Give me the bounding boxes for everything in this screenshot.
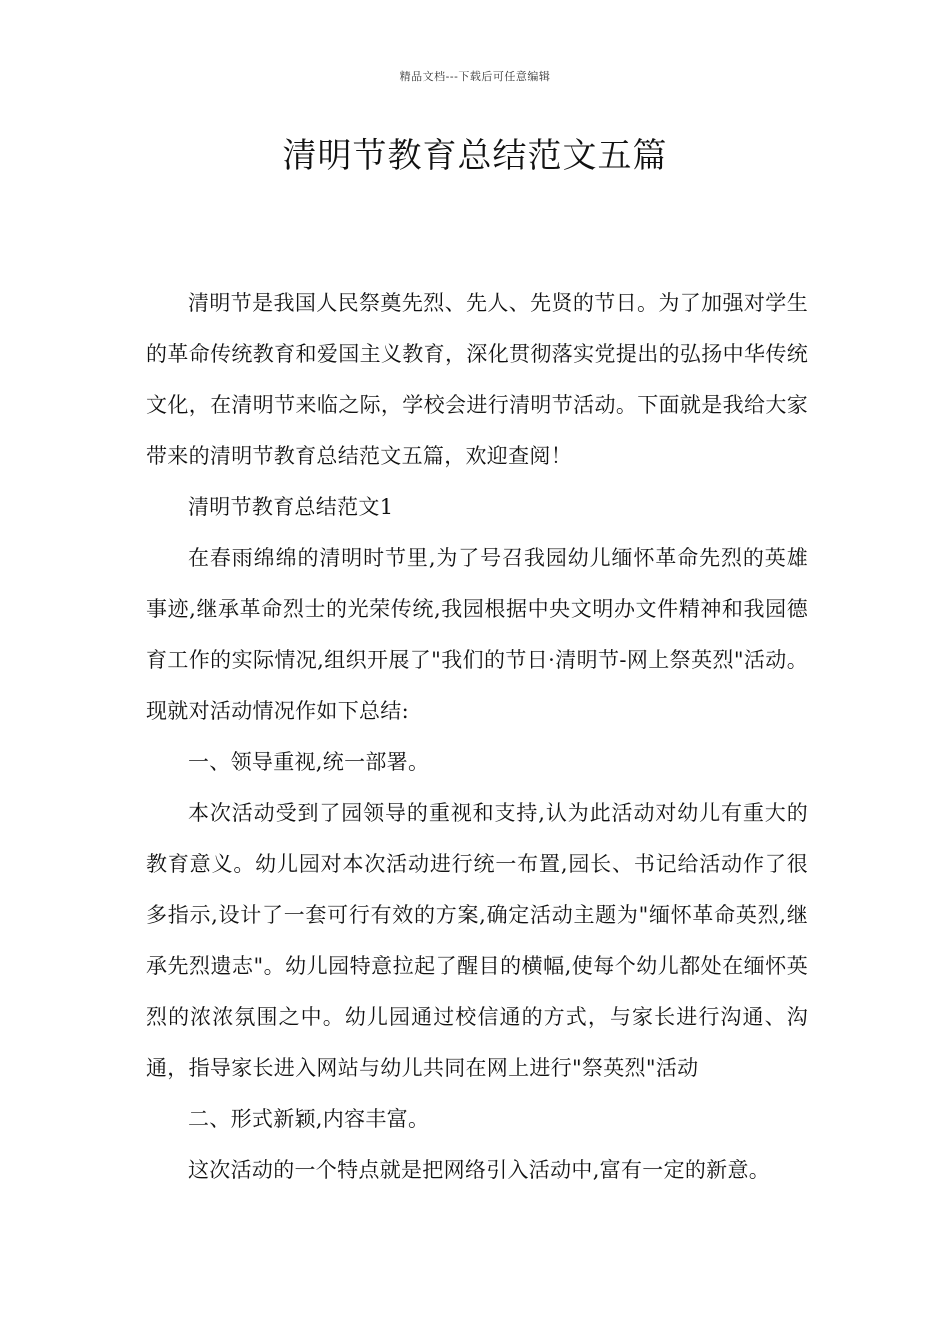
document-body xyxy=(146,278,808,1196)
paragraph-intro: 清明节是我国人民祭奠先烈、先人、先贤的节日。为了加强对学生的革命传统教育和爱国主义教育，深化贯彻落实党提出的弘扬中华传统文化，在清明节来临之际，学校会进行清明节活动。下面就是我给大家带来的清明节教育总结范文五篇，欢迎查阅！ xyxy=(146,291,808,468)
paragraph: 本次活动受到了园领导的重视和支持,认为此活动对幼儿有重大的教育意义。幼儿园对本次活动进行统一布置,园长、书记给活动作了很多指示,设计了一套可行有效的方案,确定活动主题为"缅怀革命英烈,继承先烈遗志"。幼儿园特意拉起了醒目的横幅,使每个幼儿都处在缅怀英烈的浓浓氛围之中。幼儿园通过校信通的方式，与家长进行沟通、沟通，指导家长进入网站与幼儿共同在网上进行"祭英烈"活动 xyxy=(146,801,808,1080)
section-heading-1: 清明节教育总结范文1 xyxy=(188,495,394,519)
paragraph: 这次活动的一个特点就是把网络引入活动中,富有一定的新意。 xyxy=(188,1158,771,1182)
subheading: 二、形式新颖,内容丰富。 xyxy=(188,1107,430,1131)
subheading: 一、领导重视,统一部署。 xyxy=(188,750,430,774)
paragraph: 在春雨绵绵的清明时节里,为了号召我园幼儿缅怀革命先烈的英雄事迹,继承革命烈士的光荣传统,我园根据中央文明办文件精神和我园德育工作的实际情况,组织开展了"我们的节日·清明节-网上祭英烈"活动。现就对活动情况作如下总结: xyxy=(146,546,808,723)
document-title: 清明节教育总结范文五篇 xyxy=(282,136,668,176)
header-note: 精品文档---下载后可任意编辑 xyxy=(399,70,551,83)
